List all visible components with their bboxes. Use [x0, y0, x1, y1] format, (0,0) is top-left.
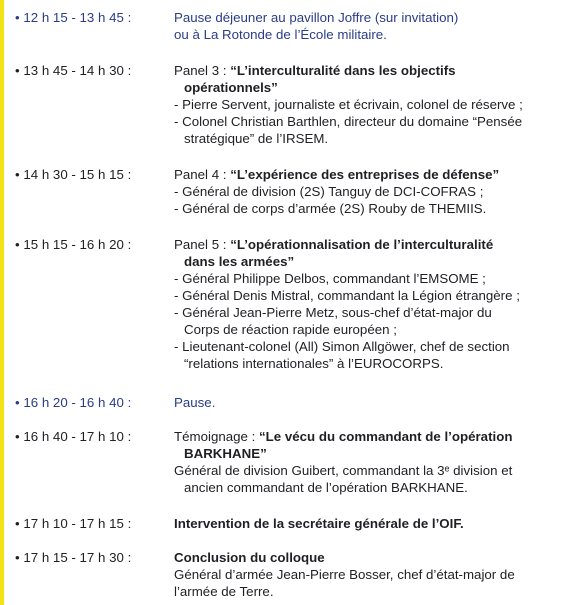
time-slot: • 15 h 15 - 16 h 20 :	[15, 237, 132, 252]
speaker-line: - Pierre Servent, journaliste et écrivain, colonel de réserve ;	[174, 97, 523, 112]
speaker-line: - Général de division (2S) Tanguy de DCI-COFRAS ;	[174, 184, 484, 199]
panel-title-text: “L’opérationnalisation de l’interculturalité	[230, 237, 494, 252]
speaker-line: Général de division Guibert, commandant la 3ᵉ division et	[174, 463, 513, 478]
item-line: Pause déjeuner au pavillon Joffre (sur invitation)	[174, 10, 459, 25]
speaker-line: - Colonel Christian Barthlen, directeur du domaine “Pensée	[174, 114, 523, 129]
item-title: Intervention de la secrétaire générale de l’OIF.	[174, 516, 464, 531]
panel-title-text: dans les armées”	[184, 254, 295, 269]
item-content	[174, 166, 574, 217]
speaker-line: - Général Jean-Pierre Metz, sous-chef d’état-major du	[174, 305, 492, 320]
time-slot: • 13 h 45 - 14 h 30 :	[15, 63, 132, 78]
panel-title-text: opérationnels”	[184, 80, 278, 95]
time-slot: • 16 h 20 - 16 h 40 :	[15, 395, 132, 410]
panel-title-text: “L’expérience des entreprises de défense”	[230, 167, 500, 182]
speaker-line: “relations internationales” à l’EUROCORPS.	[184, 356, 444, 371]
time-slot: • 16 h 40 - 17 h 10 :	[15, 429, 132, 444]
item-content	[174, 236, 574, 372]
speaker-line: - Lieutenant-colonel (All) Simon Allgöwer, chef de section	[174, 339, 510, 354]
item-content	[174, 515, 574, 532]
time-slot: • 17 h 15 - 17 h 30 :	[15, 550, 132, 565]
item-content	[174, 428, 574, 496]
speaker-line: stratégique” de l’IRSEM.	[184, 131, 329, 146]
item-content	[174, 549, 574, 600]
panel-title-text: BARKHANE”	[184, 446, 267, 461]
item-content	[174, 62, 574, 147]
speaker-line: - Général de corps d’armée (2S) Rouby de THEMIIS.	[174, 201, 487, 216]
accent-bar	[0, 0, 4, 605]
panel-label: Panel 4 :	[174, 167, 231, 182]
time-slot: • 14 h 30 - 15 h 15 :	[15, 167, 132, 182]
panel-title-text: “L’interculturalité dans les objectifs	[230, 63, 456, 78]
item-title: Conclusion du colloque	[174, 550, 325, 565]
panel-label: Panel 3 :	[174, 63, 231, 78]
item-line: ou à La Rotonde de l’École militaire.	[174, 27, 387, 42]
panel-label: Témoignage :	[174, 429, 260, 444]
speaker-line: - Général Denis Mistral, commandant la Légion étrangère ;	[174, 288, 520, 303]
item-content	[174, 394, 574, 411]
panel-title	[174, 428, 574, 445]
speaker-line: Corps de réaction rapide européen ;	[184, 322, 397, 337]
speaker-line: - Général Philippe Delbos, commandant l’EMSOME ;	[174, 271, 486, 286]
time-slot: • 12 h 15 - 13 h 45 :	[15, 10, 132, 25]
item-content	[174, 9, 574, 43]
panel-title	[174, 62, 574, 79]
speaker-line: l’armée de Terre.	[174, 584, 274, 599]
speaker-line: ancien commandant de l’opération BARKHANE.	[184, 480, 468, 495]
item-line: Pause.	[174, 395, 216, 410]
speaker-line: Général d’armée Jean-Pierre Bosser, chef d’état-major de	[174, 567, 515, 582]
panel-title	[174, 236, 574, 253]
panel-title-text: “Le vécu du commandant de l’opération	[259, 429, 513, 444]
time-slot: • 17 h 10 - 17 h 15 :	[15, 516, 132, 531]
panel-title	[174, 166, 574, 183]
panel-label: Panel 5 :	[174, 237, 231, 252]
